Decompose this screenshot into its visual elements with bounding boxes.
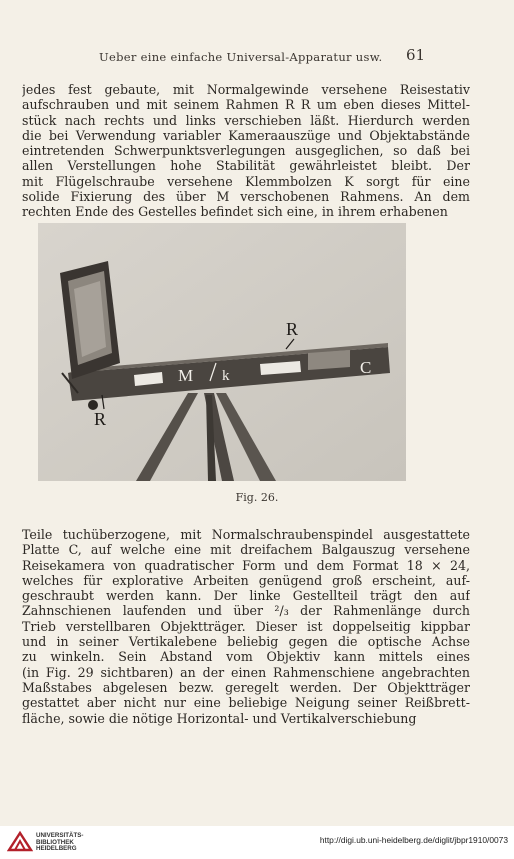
text-line: (in Fig. 29 sichtbaren) an der einen Rahmenschiene angebrachten xyxy=(22,664,470,680)
text-line: Reisekamera von quadratischer Form und dem Format 18 × 24, xyxy=(22,557,470,573)
page-number: 61 xyxy=(406,46,426,64)
figure-label: k xyxy=(222,368,230,384)
text-line: Maßstabes abgelesen bezw. geregelt werden. Der Objektträger xyxy=(22,679,470,695)
university-library-logo-icon xyxy=(7,830,33,854)
text-line: fläche, sowie die nötige Horizontal- und Vertikalverschiebung xyxy=(22,710,417,726)
text-line: geschraubt werden kann. Der linke Gestellteil trägt den auf xyxy=(22,588,470,604)
text-line: welches für explorative Arbeiten genügend groß erscheint, auf- xyxy=(22,572,470,588)
paragraph-bottom xyxy=(22,527,470,726)
figure-label: M xyxy=(178,366,194,385)
text-line: jedes fest gebaute, mit Normalgewinde versehene Reisestativ xyxy=(22,82,470,97)
running-title: Ueber eine einfache Universal-Apparatur usw. xyxy=(99,50,383,64)
apparatus-photograph xyxy=(38,223,406,481)
source-url-link[interactable]: http://digi.ub.uni-heidelberg.de/diglit/jbpr1910/0073 xyxy=(319,835,508,845)
text-line: die bei Verwendung variabler Kameraauszüge und Objektabstände xyxy=(22,127,470,143)
text-line: Platte C, auf welche eine mit dreifachem Balgauszug versehene xyxy=(22,542,470,558)
figure-caption: Fig. 26. xyxy=(235,491,279,504)
paragraph-top xyxy=(22,82,470,220)
text-line: Trieb verstellbaren Objektträger. Dieser ist doppelseitig kippbar xyxy=(22,618,470,634)
text-line: aufschrauben und mit seinem Rahmen R R um eben dieses Mittel- xyxy=(22,97,470,113)
institution-name xyxy=(36,833,83,853)
text-line: stück nach rechts und links verschieben läßt. Hierdurch werden xyxy=(22,112,470,128)
institution-line: BIBLIOTHEK xyxy=(36,838,74,846)
text-line: gestattet aber nicht nur eine beliebige Neigung seiner Reißbrett- xyxy=(22,695,470,711)
text-line: und in seiner Vertikalebene beliebig gegen die optische Achse xyxy=(22,634,470,650)
apparatus-illustration xyxy=(38,223,406,481)
figure-label: C xyxy=(360,358,372,377)
text-line: mit Flügelschraube versehene Klemmbolzen K sorgt für eine xyxy=(22,173,470,189)
figure-label: R xyxy=(94,409,107,429)
text-line: eintretenden Schwerpunktsverlegungen ausgeglichen, so daß bei xyxy=(22,143,470,159)
text-line: Teile tuchüberzogene, mit Normalschraubenspindel ausgestattete xyxy=(22,527,470,542)
text-line: rechten Ende des Gestelles befindet sich eine, in ihrem erhabenen xyxy=(22,204,448,220)
text-line: allen Verstellungen hohe Stabilität gewährleistet bleibt. Der xyxy=(22,158,470,174)
text-line: zu winkeln. Sein Abstand vom Objektiv kann mittels eines xyxy=(22,649,470,665)
footer-bar xyxy=(0,826,514,859)
running-header xyxy=(0,46,514,66)
text-line: solide Fixierung des über M verschobenen Rahmens. An dem xyxy=(22,189,470,205)
figure-label: R xyxy=(286,319,299,339)
institution-line: HEIDELBERG xyxy=(36,845,77,853)
institution-line: UNIVERSITÄTS- xyxy=(36,832,84,839)
text-line: Zahnschienen laufenden und über ²/₃ der Rahmenlänge durch xyxy=(22,603,470,619)
